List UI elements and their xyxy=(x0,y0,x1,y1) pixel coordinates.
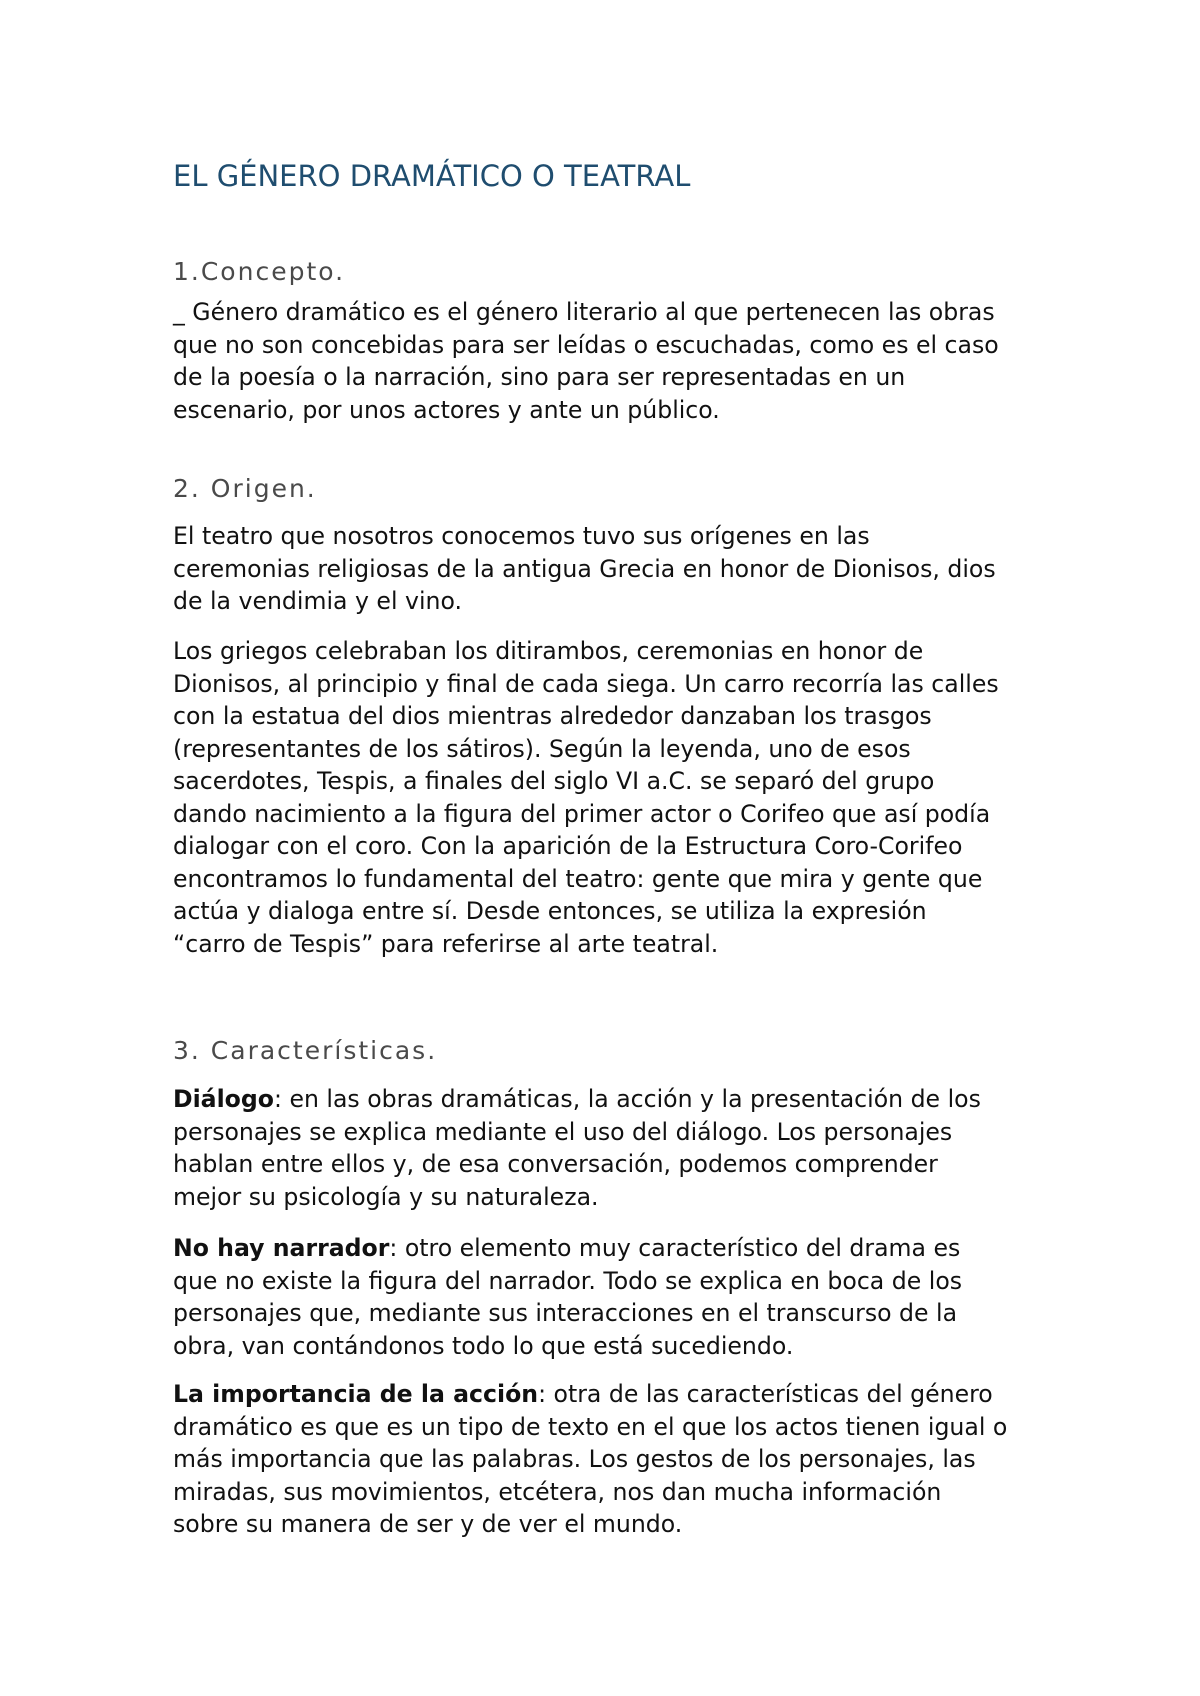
text-line: con la estatua del dios mientras alrededor danzaban los trasgos xyxy=(173,702,932,730)
text-line: dramático es que es un tipo de texto en el que los actos tienen igual o xyxy=(173,1412,1008,1441)
text-line: miradas, sus movimientos, etcétera, nos dan mucha información xyxy=(173,1477,942,1506)
text-line xyxy=(173,1378,1007,1411)
text-line: obra, van contándonos todo lo que está sucediendo. xyxy=(173,1331,794,1360)
section-heading-origen: 2. Origen. xyxy=(173,474,317,503)
text-line: personajes que, mediante sus interacciones en el transcurso de la xyxy=(173,1299,958,1327)
paragraph-dialogo xyxy=(173,1083,981,1213)
text-line: dando nacimiento a la figura del primer actor o Corifeo que así podía xyxy=(173,799,991,828)
text-line: dialogar con el coro. Con la aparición de la Estructura Coro-Corifeo xyxy=(173,832,963,860)
text-line xyxy=(173,1232,962,1265)
text-line xyxy=(173,1083,981,1116)
paragraph-narrador xyxy=(173,1232,962,1362)
text-line: encontramos lo fundamental del teatro: gente que mira y gente que xyxy=(173,864,983,893)
text-line: Dionisos, al principio y final de cada siega. Un carro recorría las calles xyxy=(173,669,999,698)
text-fragment: : en las obras dramáticas, la acción y la presentación de los xyxy=(274,1085,981,1113)
term-accion: La importancia de la acción xyxy=(173,1380,539,1408)
text-line: escenario, por unos actores y ante un público. xyxy=(173,395,720,424)
text-fragment: : otra de las características del género xyxy=(538,1380,993,1408)
text-line: El teatro que nosotros conocemos tuvo sus orígenes en las xyxy=(173,522,870,550)
section-heading-concepto: 1.Concepto. xyxy=(173,257,346,286)
document-title: EL GÉNERO DRAMÁTICO O TEATRAL xyxy=(173,159,691,193)
text-line: más importancia que las palabras. Los gestos de los personajes, las xyxy=(173,1445,976,1473)
paragraph-origen-2 xyxy=(173,635,999,960)
text-line: “carro de Tespis” para referirse al arte teatral. xyxy=(173,929,719,958)
text-line: actúa y dialoga entre sí. Desde entonces, se utiliza la expresión xyxy=(173,897,927,925)
term-narrador: No hay narrador xyxy=(173,1234,390,1262)
text-line: sacerdotes, Tespis, a finales del siglo VI a.C. se separó del grupo xyxy=(173,767,935,795)
text-line: mejor su psicología y su naturaleza. xyxy=(173,1182,599,1211)
term-dialogo: Diálogo xyxy=(173,1085,274,1113)
text-line: de la poesía o la narración, sino para ser representadas en un xyxy=(173,363,906,391)
paragraph-origen-1 xyxy=(173,520,996,618)
text-line: hablan entre ellos y, de esa conversación, podemos comprender xyxy=(173,1150,938,1178)
section-heading-caracteristicas: 3. Características. xyxy=(173,1036,438,1065)
text-line: ceremonias religiosas de la antigua Grecia en honor de Dionisos, dios xyxy=(173,554,996,583)
text-line: personajes se explica mediante el uso del diálogo. Los personajes xyxy=(173,1117,953,1146)
text-line: que no existe la figura del narrador. Todo se explica en boca de los xyxy=(173,1266,963,1295)
text-line: (representantes de los sátiros). Según la leyenda, uno de esos xyxy=(173,734,911,763)
text-line: Los griegos celebraban los ditirambos, ceremonias en honor de xyxy=(173,637,924,665)
text-line: que no son concebidas para ser leídas o escuchadas, como es el caso xyxy=(173,330,999,359)
paragraph-concepto xyxy=(173,296,999,426)
paragraph-accion xyxy=(173,1378,1007,1541)
text-line: de la vendimia y el vino. xyxy=(173,587,462,615)
text-fragment: : otro elemento muy característico del drama es xyxy=(389,1234,961,1262)
text-line: sobre su manera de ser y de ver el mundo. xyxy=(173,1510,683,1538)
text-line: _ Género dramático es el género literario al que pertenecen las obras xyxy=(173,298,995,326)
